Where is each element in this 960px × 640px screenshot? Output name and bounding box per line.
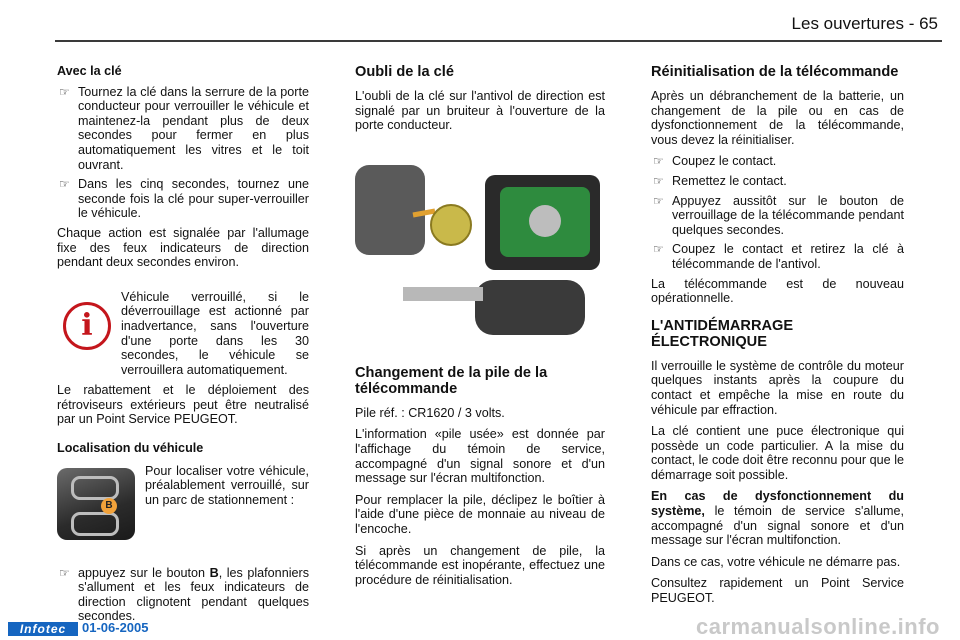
column-left [57,64,309,629]
bullet-text: Remettez le contact. [672,173,787,188]
list-item [651,242,904,271]
footer-date: 01-06-2005 [82,620,149,635]
bullet-text-post: , les plafonniers s'allument et les feux indicateurs de direction clignotent pendant quelques secondes. [78,565,309,624]
column-middle [355,64,605,594]
column-right [651,64,904,613]
key-button-slot [71,476,119,500]
avec-la-cle-title: Avec la clé [57,64,122,78]
paragraph: Pour remplacer la pile, déclipez le boîtier à l'aide d'une pièce de monnaie au niveau de l'encoche. [355,492,605,536]
bullet-text: Tournez la clé dans la serrure de la porte conducteur pour verrouiller le véhicule et maintenez-la pendant plus de deux secondes pour fermer en plus automatiquement les vitres et le toit ouvrant. [78,84,309,172]
paragraph: La clé contient une puce électronique qui possède un code particulier. A la mise du contact, le code doit être reconnu pour que le démarrage soit possible. [651,424,904,482]
pointing-hand-icon: ☞ [59,177,70,192]
pointing-hand-icon: ☞ [59,565,70,580]
battery-coin [431,205,471,245]
button-b-ref: B [209,565,219,580]
key-remote-image [57,468,135,540]
paragraph: Consultez rapidement un Point Service PEUGEOT. [651,576,904,606]
paragraph-rest: le témoin de service s'allume, accompagné d'un signal sonore et d'un message sur l'écran multifonction. [651,504,904,548]
infotec-badge: Infotec [8,622,78,636]
list-item [651,154,904,169]
key-body [475,280,585,335]
paragraph: Si après un changement de pile, la télécommande est inopérante, effectuez une procédure de réinitialisation. [355,543,605,587]
key-shell [355,165,425,255]
paragraph: Chaque action est signalée par l'allumage fixe des feux indicateurs de direction pendant deux secondes environ. [57,225,309,270]
localisation-block [57,464,309,536]
paragraph: Le rabattement et le déploiement des rétroviseurs extérieurs peut être neutralisé par un Point Service PEUGEOT. [57,383,309,427]
pointing-hand-icon: ☞ [653,154,664,169]
reinit-title: Réinitialisation de la télécommande [651,64,899,80]
battery-slot [529,205,561,237]
info-note [57,290,309,378]
info-text: Véhicule verrouillé, si le déverrouillage est actionné par inadvertance, sans l'ouverture d'une porte dans les 30 secondes, le véhicule se verrouillera automatiquement. [121,289,309,377]
pointing-hand-icon: ☞ [59,84,70,99]
bullet-text-pre: appuyez sur le bouton [78,565,210,580]
list-item [57,177,309,221]
paragraph: L'information «pile usée» est donnée par l'affichage du témoin de service, accompagné d'un signal sonore et d'un message sur l'écran multifonction. [355,427,605,486]
pointing-hand-icon: ☞ [653,242,664,257]
info-icon: i [63,302,111,350]
pile-title: Changement de la pile de la télécommande [355,364,548,397]
paragraph: Dans ce cas, votre véhicule ne démarre pas. [651,554,901,569]
key-battery-image [355,155,605,355]
oubli-title: Oubli de la clé [355,64,454,80]
paragraph: Il verrouille le système de contrôle du moteur quelques instants après la coupure du contact et empêche la mise en route du véhicule par effraction. [651,358,904,417]
localisation-title: Localisation du véhicule [57,441,204,456]
bullet-text: Coupez le contact et retirez la clé à télécommande de l'antivol. [672,242,904,271]
battery-change-illustration [355,155,605,355]
key-button-slot [71,512,119,536]
header-rule [55,40,942,42]
list-item [57,566,309,624]
bullet-text: Appuyez aussitôt sur le bouton de verrouillage de la télécommande pendant quelques secondes. [672,193,904,237]
antidemarrage-title: L'ANTIDÉMARRAGE ÉLECTRONIQUE [651,317,794,350]
pointing-hand-icon: ☞ [653,173,664,188]
list-item [651,194,904,238]
paragraph [651,489,904,547]
localisation-text: Pour localiser votre véhicule, préalablement verrouillé, sur un parc de stationnement : [145,463,309,507]
paragraph: La télécommande est de nouveau opérationnelle. [651,276,904,306]
bullet-text: Dans les cinq secondes, tournez une seconde fois la clé pour super-verrouiller le véhicule. [78,177,309,221]
key-blade [403,287,483,301]
list-item [651,174,904,189]
pointing-hand-icon: ☞ [653,193,664,208]
list-item [57,85,309,173]
pile-ref: Pile réf. : CR1620 / 3 volts. [355,405,505,420]
bold-lead: En cas de dysfonctionnement du système, [651,489,904,519]
button-b-label: B [101,498,117,514]
page-title: Les ouvertures - 65 [791,14,938,33]
oubli-text: L'oubli de la clé sur l'antivol de direction est signalé par un bruiteur à l'ouverture de la porte conducteur. [355,89,605,133]
paragraph: Après un débranchement de la batterie, un changement de la pile ou en cas de dysfonctionnement de la télécommande, vous devez la réinitialiser. [651,89,904,147]
bullet-text: Coupez le contact. [672,154,777,169]
watermark: carmanualsonline.info [696,614,940,639]
